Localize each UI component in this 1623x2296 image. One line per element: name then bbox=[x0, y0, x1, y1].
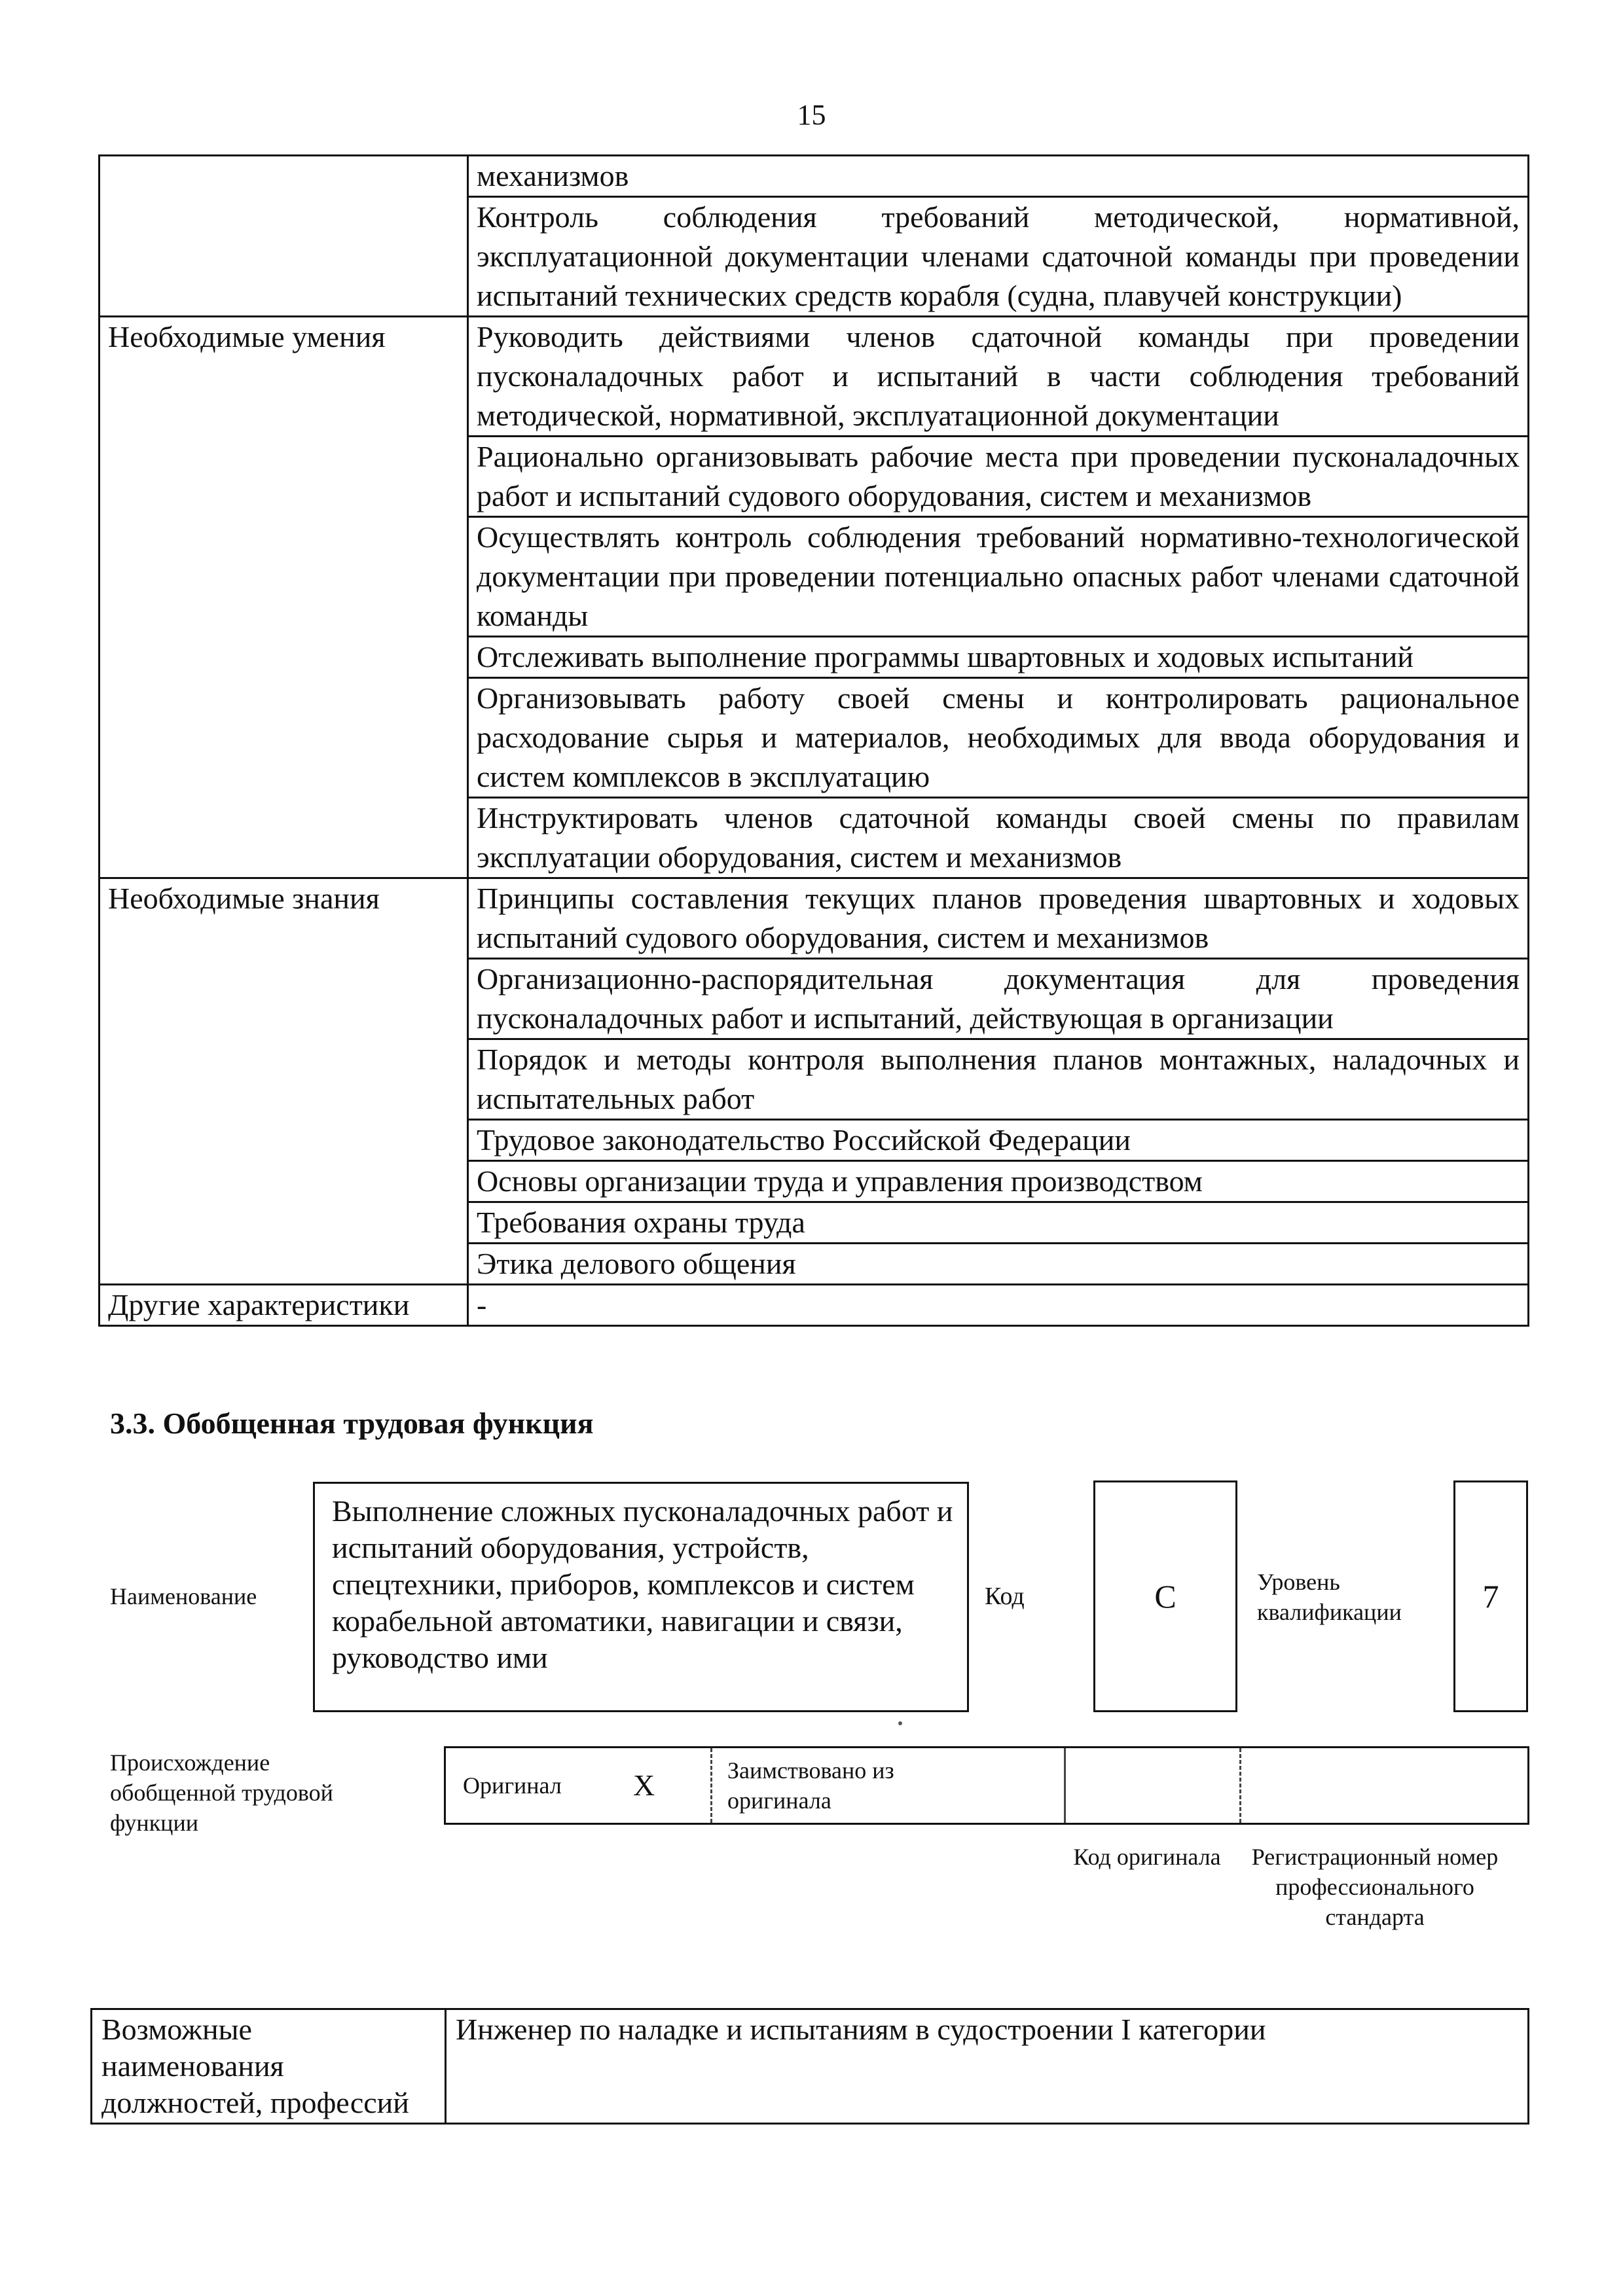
table-cell: - bbox=[468, 1285, 1529, 1326]
table-cell: Основы организации труда и управления производством bbox=[468, 1161, 1529, 1202]
table-cell: Трудовое законодательство Российской Федерации bbox=[468, 1120, 1529, 1161]
row-label-other: Другие характеристики bbox=[100, 1285, 468, 1326]
row-label bbox=[100, 156, 468, 317]
divider bbox=[1064, 1748, 1066, 1823]
table-cell: Этика делового общения bbox=[468, 1244, 1529, 1285]
code-label: Код bbox=[985, 1583, 1025, 1610]
reg-number-caption: Регистрационный номер профессионального стандарта bbox=[1251, 1844, 1499, 1930]
level-label: Уровень квалификации bbox=[1257, 1569, 1402, 1625]
origin-label: Происхождение обобщенной трудовой функции bbox=[110, 1749, 333, 1836]
positions-table bbox=[90, 2008, 1529, 2125]
function-name-box: Выполнение сложных пусконаладочных работ и испытаний оборудования, устройств, спецтехники, приборов, комплексов и систем корабельной автоматики, навигации и связи, руководство ими bbox=[313, 1482, 969, 1712]
section-title: 3.3. Обобщенная трудовая функция bbox=[110, 1407, 594, 1440]
origin-mark: X bbox=[633, 1768, 655, 1802]
table-cell: Отслеживать выполнение программы швартовных и ходовых испытаний bbox=[468, 637, 1529, 678]
row-label-skills: Необходимые умения bbox=[100, 317, 468, 878]
divider bbox=[710, 1748, 712, 1823]
origin-original-label: Оригинал bbox=[463, 1772, 562, 1799]
table-cell: Порядок и методы контроля выполнения планов монтажных, наладочных и испытательных работ bbox=[468, 1039, 1529, 1120]
table-row bbox=[100, 156, 1529, 197]
table-row bbox=[100, 1285, 1529, 1326]
table-cell: Принципы составления текущих планов проведения швартовных и ходовых испытаний судового оборудования, систем и механизмов bbox=[468, 878, 1529, 959]
table-row bbox=[92, 2009, 1529, 2124]
origin-borrowed-label: Заимствовано из оригинала bbox=[727, 1757, 894, 1814]
code-original-caption: Код оригинала bbox=[1073, 1844, 1221, 1870]
table-cell: Организационно-распорядительная документация для проведения пусконаладочных работ и испытаний, действующая в организации bbox=[468, 959, 1529, 1039]
table-cell: Контроль соблюдения требований методической, нормативной, эксплуатационной документации членами сдаточной команды при проведении испытаний технических средств корабля (судна, плавучей конструкции) bbox=[468, 197, 1529, 317]
table-cell: Рационально организовывать рабочие места при проведении пусконаладочных работ и испытаний судового оборудования, систем и механизмов bbox=[468, 437, 1529, 517]
divider bbox=[1239, 1748, 1241, 1823]
table-cell: Осуществлять контроль соблюдения требований нормативно-технологической документации при проведении потенциально опасных работ членами сдаточной команды bbox=[468, 517, 1529, 637]
page-number: 15 bbox=[797, 99, 826, 131]
origin-table bbox=[444, 1746, 1529, 1825]
positions-label: Возможные наименования должностей, профессий bbox=[92, 2009, 446, 2124]
table-cell: Требования охраны труда bbox=[468, 1202, 1529, 1244]
table-cell: Инструктировать членов сдаточной команды своей смены по правилам эксплуатации оборудования, систем и механизмов bbox=[468, 798, 1529, 878]
table-row bbox=[100, 878, 1529, 959]
positions-value: Инженер по наладке и испытаниям в судостроении I категории bbox=[446, 2009, 1529, 2124]
table-row bbox=[100, 317, 1529, 437]
table-cell: механизмов bbox=[468, 156, 1529, 197]
row-label-knowledge: Необходимые знания bbox=[100, 878, 468, 1285]
level-value: 7 bbox=[1453, 1480, 1528, 1712]
table-cell: Организовывать работу своей смены и контролировать рациональное расходование сырья и материалов, необходимых для ввода оборудования и систем комплексов в эксплуатацию bbox=[468, 678, 1529, 798]
code-value: C bbox=[1093, 1480, 1237, 1712]
name-label: Наименование bbox=[110, 1583, 257, 1609]
table-cell: Руководить действиями членов сдаточной команды при проведении пусконаладочных работ и испытаний в части соблюдения требований методической, нормативной, эксплуатационной документации bbox=[468, 317, 1529, 437]
scan-dot bbox=[898, 1721, 902, 1725]
requirements-table bbox=[98, 154, 1529, 1327]
